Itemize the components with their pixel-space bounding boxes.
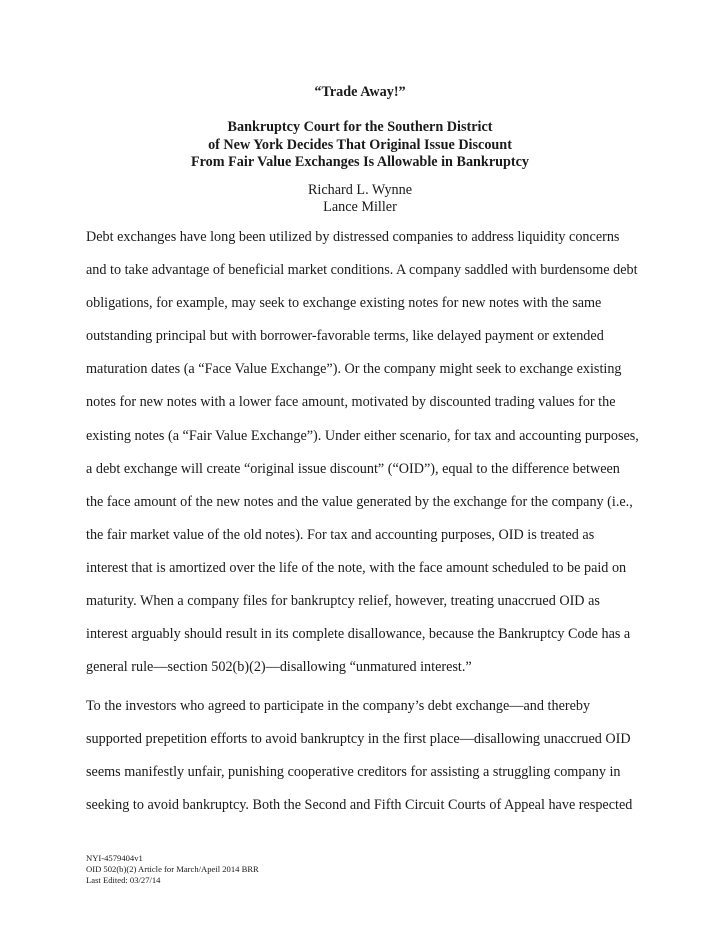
text-line: seeking to avoid bankruptcy. Both the Second and Fifth Circuit Courts of Appeal have respected xyxy=(86,797,633,814)
text-line: maturation dates (a “Face Value Exchange”). Or the company might seek to exchange existing xyxy=(86,361,622,378)
text-line: outstanding principal but with borrower-favorable terms, like delayed payment or extended xyxy=(86,328,604,345)
text-line: Debt exchanges have long been utilized by distressed companies to address liquidity concerns xyxy=(86,229,620,245)
author-name: Lance Miller xyxy=(323,199,397,215)
text-line: seems manifestly unfair, punishing cooperative creditors for assisting a struggling company in xyxy=(86,764,621,781)
text-line: notes for new notes with a lower face amount, motivated by discounted trading values for the xyxy=(86,394,616,411)
paragraph-1 xyxy=(86,229,639,692)
heading-line: From Fair Value Exchanges Is Allowable in Bankruptcy xyxy=(190,154,530,170)
text-line: and to take advantage of beneficial market conditions. A company saddled with burdensome debt xyxy=(86,262,638,279)
text-line: To the investors who agreed to participate in the company’s debt exchange—and thereby xyxy=(86,698,591,714)
text-line: interest arguably should result in its complete disallowance, because the Bankruptcy Code has a xyxy=(86,626,631,643)
footer-doc-id: NYI-4579404v1 xyxy=(86,853,143,863)
text-line: a debt exchange will create “original issue discount” (“OID”), equal to the difference between xyxy=(86,460,620,477)
text-line: supported prepetition efforts to avoid bankruptcy in the first place—disallowing unaccrued OID xyxy=(86,731,631,748)
text-line: the face amount of the new notes and the value generated by the exchange for the company (i.e., xyxy=(86,493,633,510)
text-line: interest that is amortized over the life of the note, with the face amount scheduled to be paid on xyxy=(86,559,627,576)
text-line: general rule—section 502(b)(2)—disallowing “unmatured interest.” xyxy=(86,659,472,676)
authors xyxy=(0,182,720,216)
footer-last-edited: Last Edited: 03/27/14 xyxy=(86,875,161,885)
document-heading xyxy=(0,119,720,172)
text-line: existing notes (a “Fair Value Exchange”). Under either scenario, for tax and accounting purposes, xyxy=(86,427,639,444)
paragraph-2 xyxy=(86,698,632,830)
document-title: “Trade Away!” xyxy=(314,84,406,100)
heading-line: of New York Decides That Original Issue Discount xyxy=(208,136,512,153)
text-line: maturity. When a company files for bankruptcy relief, however, treating unaccrued OID as xyxy=(86,593,600,610)
text-line: obligations, for example, may seek to exchange existing notes for new notes with the same xyxy=(86,295,602,312)
heading-line: Bankruptcy Court for the Southern District xyxy=(227,119,493,135)
document-footer xyxy=(86,853,259,886)
author-name: Richard L. Wynne xyxy=(307,182,413,198)
text-line: the fair market value of the old notes). For tax and accounting purposes, OID is treated as xyxy=(86,526,595,543)
footer-file-name: OID 502(b)(2) Article for March/Apeil 2014 BRR xyxy=(86,864,259,874)
